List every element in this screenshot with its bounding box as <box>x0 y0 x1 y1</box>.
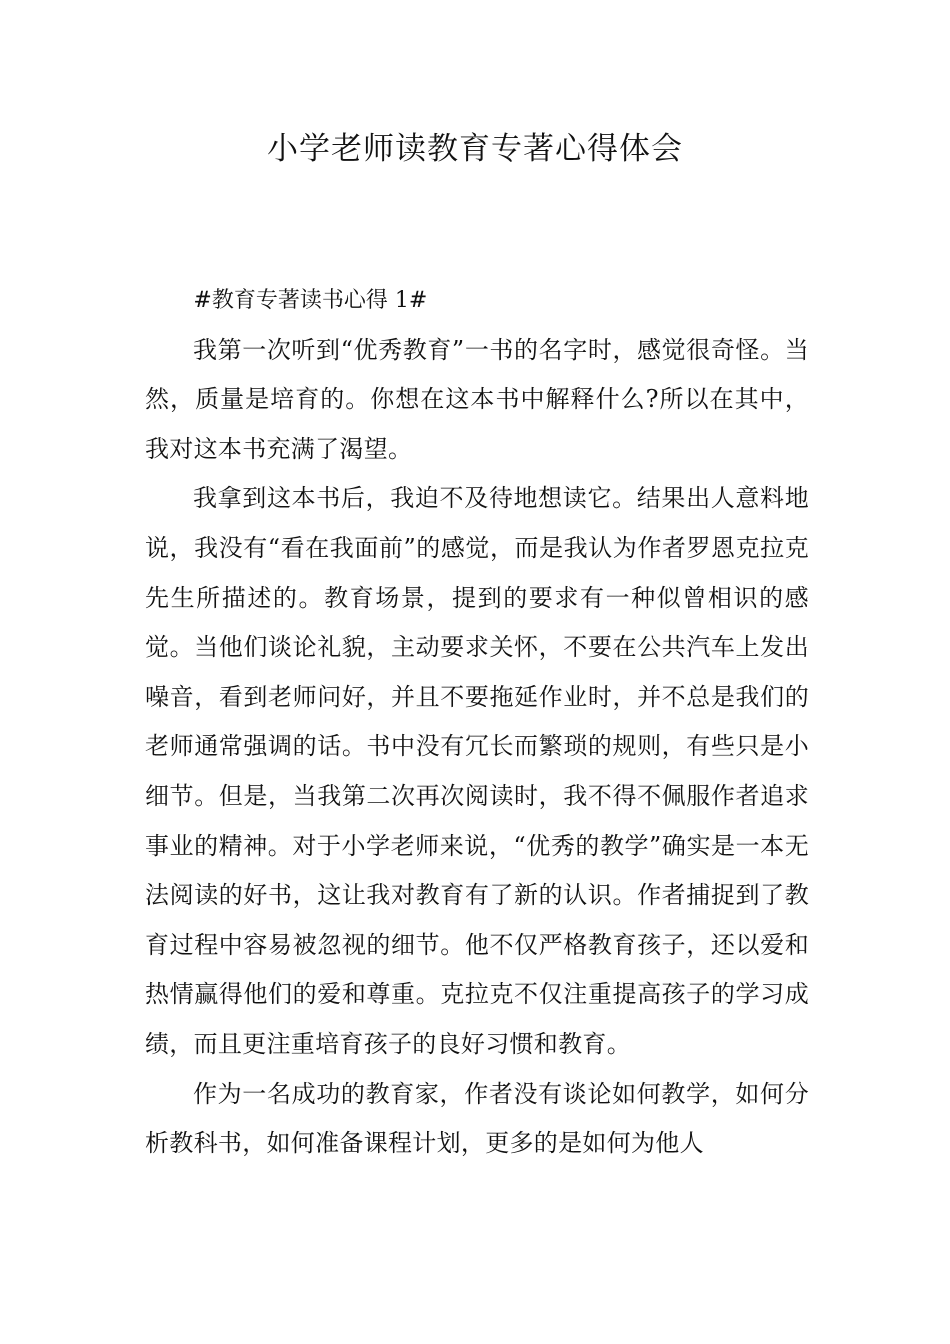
document-body <box>145 276 809 1169</box>
section-heading: #教育专著读书心得 1# <box>193 288 428 313</box>
paragraph-1: 我第一次听到“优秀教育”一书的名字时，感觉很奇怪。当然，质量是培育的。你想在这本书中解释什么?所以在其中，我对这本书充满了渴望。 <box>145 335 809 463</box>
paragraph-3: 作为一名成功的教育家，作者没有谈论如何教学，如何分析教科书，如何准备课程计划，更多的是如何为他人 <box>145 1079 809 1158</box>
paragraph-2: 我拿到这本书后，我迫不及待地想读它。结果出人意料地说，我没有“看在我面前”的感觉，而是我认为作者罗恩克拉克先生所描述的。教育场景，提到的要求有一种似曾相识的感觉。当他们谈论礼貌，主动要求关怀，不要在公共汽车上发出噪音，看到老师问好，并且不要拖延作业时，并不总是我们的老师通常强调的话。书中没有冗长而繁琐的规则，有些只是小细节。但是，当我第二次再次阅读时，我不得不佩服作者追求事业的精神。对于小学老师来说，“优秀的教学”确实是一本无法阅读的好书，这让我对教育有了新的认识。作者捕捉到了教育过程中容易被忽视的细节。他不仅严格教育孩子，还以爱和热情赢得他们的爱和尊重。克拉克不仅注重提高孩子的学习成绩，而且更注重培育孩子的良好习惯和教育。 <box>145 484 809 1058</box>
document-title: 小学老师读教育专著心得体会 <box>267 131 683 167</box>
